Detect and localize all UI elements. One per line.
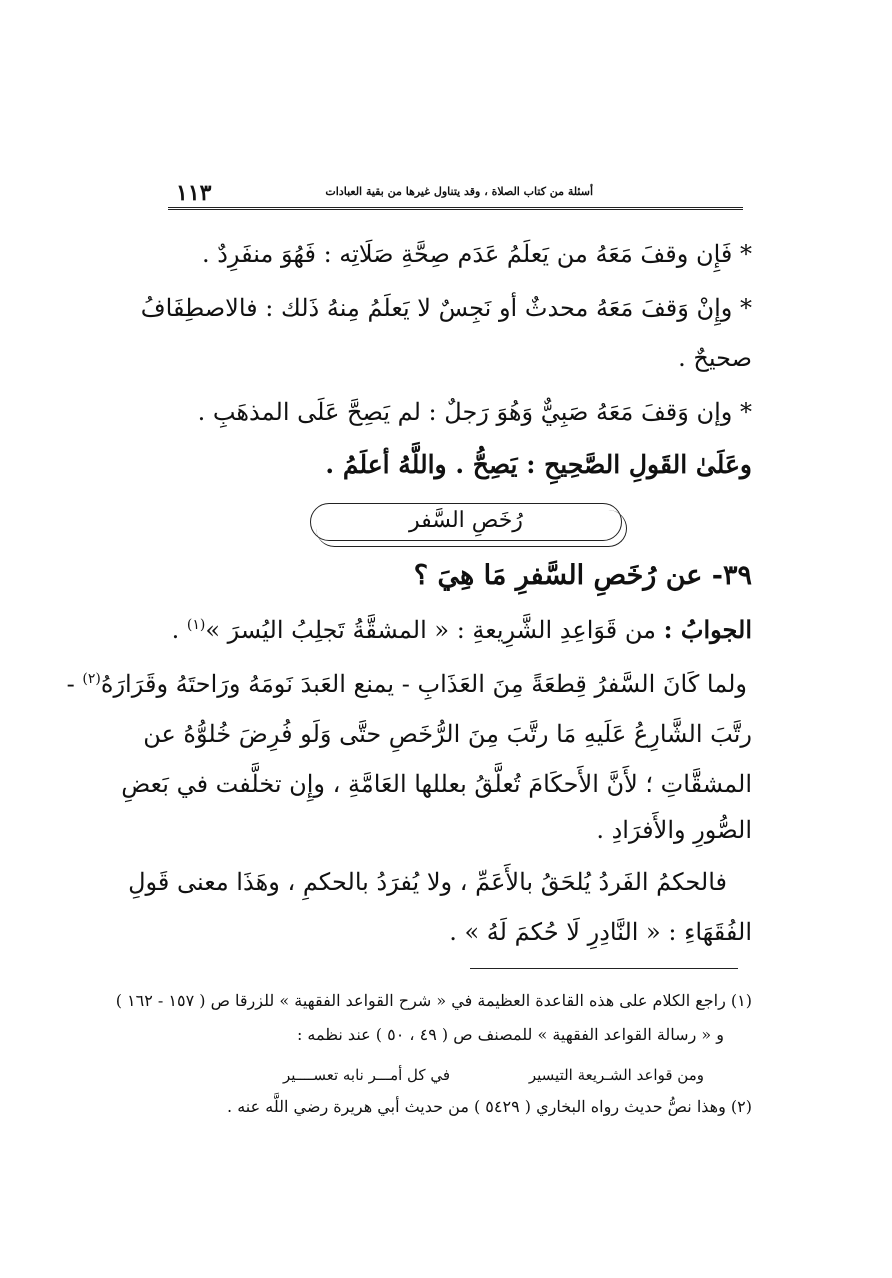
section-title: رُخَصِ السَّفر xyxy=(409,508,523,533)
running-title: أسئلة من كتاب الصلاة ، وقد يتناول غيرها من بقية العبادات xyxy=(325,185,593,198)
question-heading: ٣٩- عن رُخَصِ السَّفرِ مَا هِيَ ؟ xyxy=(413,560,752,591)
section-heading-box xyxy=(310,503,622,541)
footnote-1-line-1: (١) راجع الكلام على هذه القاعدة العظيمة في « شرح القواعد الفقهية » للزرقا ص ( ١٥٧ - ١٦٢ ) xyxy=(115,991,752,1010)
answer-text: ولما كَانَ السَّفرُ قِطعَةً مِنَ العَذَابِ - يمنع العَبدَ نَومَهُ ورَاحتَهُ وقَرَارَهُ xyxy=(100,670,747,698)
answer-label: الجوابُ : xyxy=(663,615,752,644)
answer-line-4: المشقَّاتِ ؛ لأَنَّ الأَحكَامَ تُعلَّقُ بعللها العَامَّةِ ، وإِن تخلَّفت في بَعضِ xyxy=(121,770,752,798)
header-rule xyxy=(168,207,743,210)
footnote-2: (٢) وهذا نصُّ حديث رواه البخاري ( ٥٤٢٩ ) من حديث أبي هريرة رضي اللَّه عنه . xyxy=(227,1097,752,1116)
body-line-3: صحيحٌ . xyxy=(678,344,752,372)
answer-end: . xyxy=(171,616,187,644)
verse-second-hemistich: في كل أمـــر نابه تعســــير xyxy=(282,1066,450,1084)
answer-line-5: الصُّورِ والأَفرَادِ . xyxy=(596,816,752,844)
footnote-ref-2: (٢) xyxy=(82,671,101,687)
footnote-ref-1: (١) xyxy=(186,617,206,633)
body-line-1: * فَإِن وقفَ مَعَهُ من يَعلَمُ عَدَم صِحَّةِ صَلَاتِه : فَهُوَ منفَرِدٌ . xyxy=(201,240,752,268)
answer-text: من قَوَاعِدِ الشَّرِيعةِ : « المشقَّةُ تَجلِبُ اليُسرَ » xyxy=(205,616,656,644)
body-line-4: * وإن وَقفَ مَعَهُ صَبِيٌّ وَهُوَ رَجلٌ : لم يَصِحَّ عَلَى المذهَبِ . xyxy=(197,398,752,426)
page-number: ١١٣ xyxy=(176,180,212,206)
verse-first-hemistich: ومن قواعد الشـريعة التيسير xyxy=(528,1066,704,1084)
answer-end: - xyxy=(66,670,83,698)
answer-line-6: فالحكمُ الفَردُ يُلحَقُ بالأَعَمِّ ، ولا يُفرَدُ بالحكمِ ، وهَذَا معنى قَولِ xyxy=(128,868,727,896)
answer-line-3: رتَّبَ الشَّارِعُ عَلَيهِ مَا رتَّبَ مِنَ الرُّخَصِ حتَّى وَلَو فُرِضَ خُلوُّهُ عن xyxy=(143,720,752,748)
answer-line-2 xyxy=(67,666,747,702)
answer-line-1 xyxy=(172,612,752,648)
running-header xyxy=(168,180,743,210)
body-line-2: * وإِنْ وَقفَ مَعَهُ محدثٌ أو نَجِسٌ لا يَعلَمُ مِنهُ ذَلك : فالاصطِفَافُ xyxy=(140,294,752,322)
footnote-rule xyxy=(470,968,738,969)
footnote-1-line-2: و « رسالة القواعد الفقهية » للمصنف ص ( ٤٩ ، ٥٠ ) عند نظمه : xyxy=(296,1025,724,1044)
answer-line-7: الفُقَهَاءِ : « النَّادِرِ لَا حُكمَ لَهُ » . xyxy=(449,918,752,946)
body-line-5: وعَلَىٰ القَولِ الصَّحِيحِ : يَصِحُّ . واللَّهُ أعلَمُ . xyxy=(325,450,752,479)
